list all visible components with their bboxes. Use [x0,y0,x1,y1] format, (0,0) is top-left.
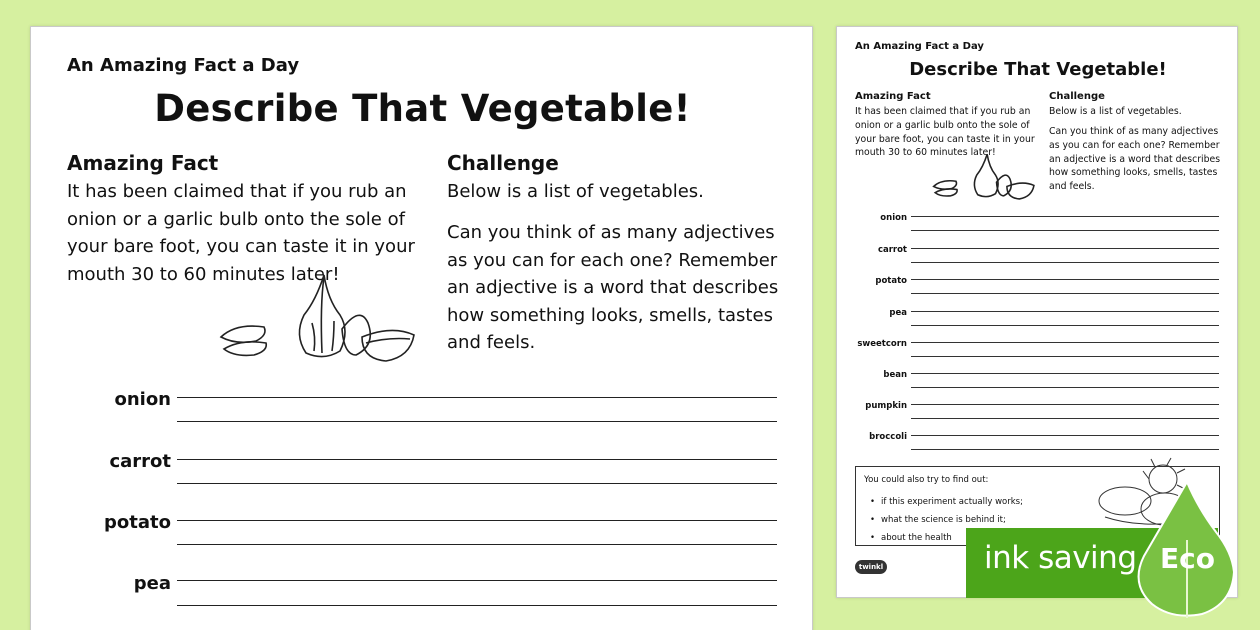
write-line [911,387,1219,388]
veg-label-potato: potato [104,512,171,533]
veg-label-potato: potato [875,276,907,286]
worksheet-preview-large [30,26,813,630]
challenge-intro: Below is a list of vegetables. [447,181,704,202]
challenge-heading: Challenge [1049,91,1105,102]
garlic-illustration [931,149,1035,201]
write-line [177,459,777,460]
veg-label-carrot: carrot [877,245,907,255]
write-line [911,373,1219,374]
write-line [911,230,1219,231]
write-line [911,216,1219,217]
extension-intro: You could also try to find out: [864,475,989,485]
veg-label-carrot: carrot [109,451,171,472]
eco-banner-text: ink saving [984,540,1137,576]
write-line [911,418,1219,419]
challenge-body: Can you think of as many adjectives as you can for each one? Remember an adjective is a word that describes how something looks, smells, tastes and feels. [1049,126,1221,193]
worksheet-title: Describe That Vegetable! [909,59,1167,80]
write-line [911,404,1219,405]
veg-label-sweetcorn: sweetcorn [857,339,907,349]
write-line [911,293,1219,294]
write-line [177,605,777,606]
write-line [911,279,1219,280]
challenge-heading: Challenge [447,151,559,175]
challenge-body: Can you think of as many adjectives as you can for each one? Remember an adjective is a word that describes how something looks, smells, tastes and feels. [447,222,779,353]
challenge-intro: Below is a list of vegetables. [1049,106,1182,117]
write-line [177,483,777,484]
veg-label-onion: onion [880,213,907,223]
fact-heading: Amazing Fact [67,151,219,175]
veg-label-pea: pea [889,308,907,318]
extension-item: • if this experiment actually works; [870,493,1023,511]
write-line [177,580,777,581]
eco-badge: Eco [1160,542,1215,575]
veg-label-onion: onion [114,389,171,410]
write-line [911,248,1219,249]
veg-label-pumpkin: pumpkin [865,401,907,411]
series-title: An Amazing Fact a Day [855,41,984,52]
fact-text: It has been claimed that if you rub an onion or a garlic bulb onto the sole of your bare foot, you can taste it in your mouth 30 to 60 minutes later! [855,106,1035,159]
write-line [911,262,1219,263]
veg-label-broccoli: broccoli [869,432,907,442]
fact-heading: Amazing Fact [855,91,931,102]
write-line [177,421,777,422]
veg-label-pea: pea [133,573,171,594]
write-line [177,544,777,545]
twinkl-logo: twinkl [855,560,887,574]
series-title: An Amazing Fact a Day [67,55,300,76]
write-line [911,356,1219,357]
write-line [911,311,1219,312]
write-line [911,435,1219,436]
write-line [177,397,777,398]
write-line [177,520,777,521]
write-line [911,325,1219,326]
worksheet-title: Describe That Vegetable! [154,87,691,130]
extension-item: • about the health [870,529,1023,547]
veg-label-bean: bean [883,370,907,380]
write-line [911,449,1219,450]
fact-text: It has been claimed that if you rub an onion or a garlic bulb onto the sole of your bare foot, you can taste it in your mouth 30 to 60 minutes later! [67,181,415,285]
garlic-illustration [216,265,416,365]
extension-item: • what the science is behind it; [870,511,1023,529]
write-line [911,342,1219,343]
